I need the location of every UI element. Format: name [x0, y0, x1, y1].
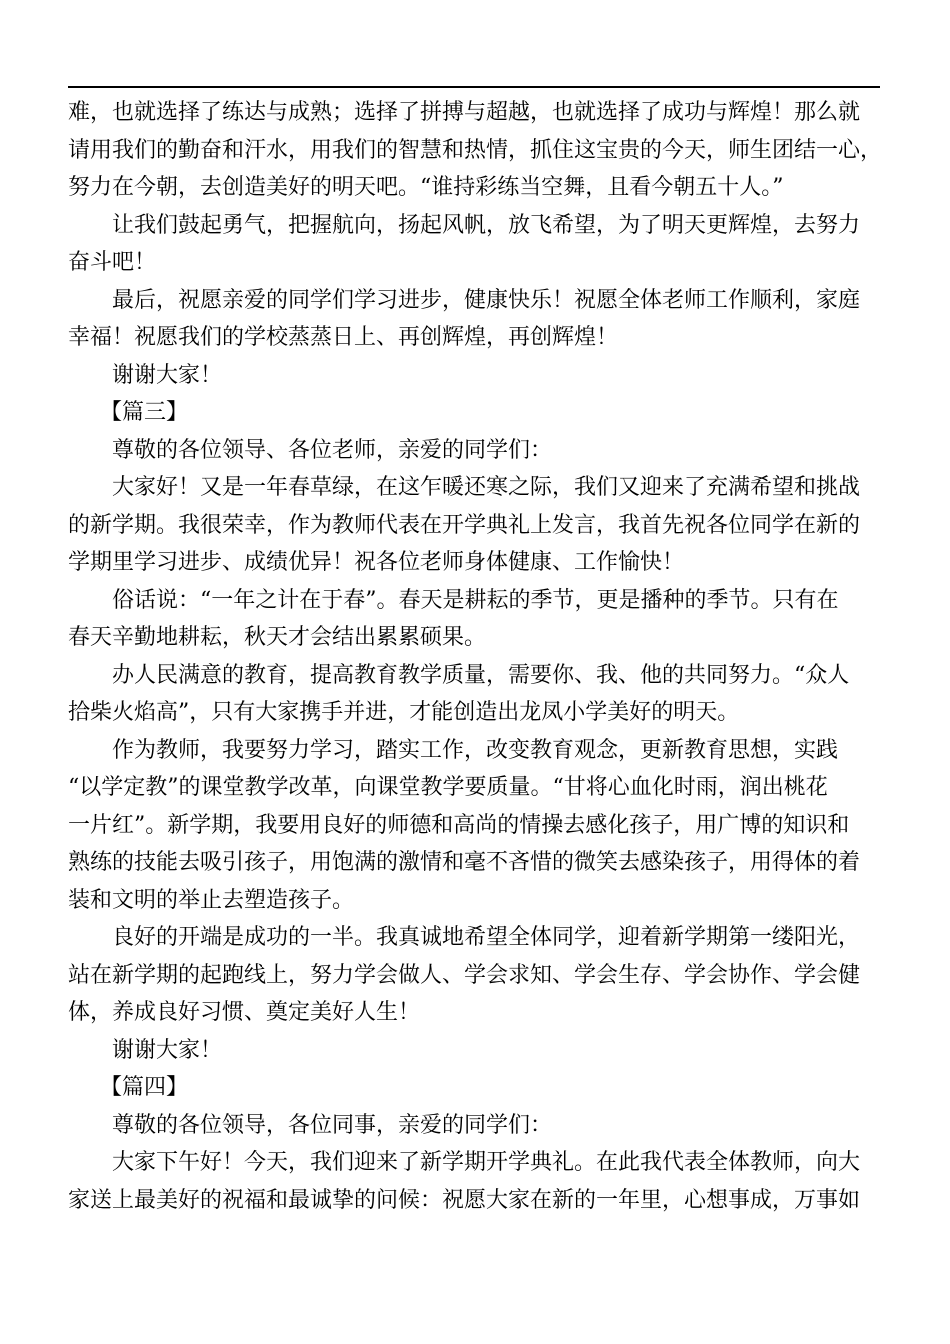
- text-line: 一片红”。新学期，我要用良好的师德和高尚的情操去感化孩子，用广博的知识和: [68, 812, 850, 838]
- closing-line: 谢谢大家！: [112, 1037, 223, 1063]
- text-line: 家送上最美好的祝福和最诚挚的问候：祝愿大家在新的一年里，心想事成，万事如: [68, 1187, 861, 1213]
- section-heading: 【篇四】: [100, 1075, 189, 1100]
- salutation-line: 尊敬的各位领导、各位老师，亲爱的同学们：: [112, 437, 553, 463]
- text-line: 让我们鼓起勇气，把握航向，扬起风帆，放飞希望，为了明天更辉煌，去努力: [112, 212, 861, 238]
- text-line: 拾柴火焰高”，只有大家携手并进，才能创造出龙凤小学美好的明天。: [68, 700, 740, 725]
- text-line: 俗话说：“一年之计在于春”。春天是耕耘的季节，更是播种的季节。只有在: [112, 587, 839, 613]
- text-line: 体，养成良好习惯、奠定美好人生！: [68, 1000, 421, 1025]
- text-line: “以学定教”的课堂教学改革，向课堂教学要质量。“甘将心血化时雨，润出桃花: [68, 775, 828, 800]
- text-line: 熟练的技能去吸引孩子，用饱满的激情和毫不吝惜的微笑去感染孩子，用得体的着: [68, 850, 861, 875]
- salutation-line: 尊敬的各位领导，各位同事，亲爱的同学们：: [112, 1112, 553, 1138]
- text-line: 办人民满意的教育，提高教育教学质量，需要你、我、他的共同努力。“众人: [112, 662, 850, 688]
- text-line: 学期里学习进步、成绩优异！祝各位老师身体健康、工作愉快！: [68, 550, 685, 575]
- text-line: 幸福！祝愿我们的学校蒸蒸日上、再创辉煌，再创辉煌！: [68, 325, 619, 350]
- document-body: [68, 94, 888, 1219]
- text-line: 春天辛勤地耕耘，秋天才会结出累累硕果。: [68, 625, 487, 650]
- closing-line: 谢谢大家！: [112, 362, 223, 388]
- text-line: 最后，祝愿亲爱的同学们学习进步，健康快乐！祝愿全体老师工作顺利，家庭: [112, 287, 861, 313]
- text-line: 大家好！又是一年春草绿，在这乍暖还寒之际，我们又迎来了充满希望和挑战: [112, 475, 861, 500]
- text-line: 作为教师，我要努力学习，踏实工作，改变教育观念，更新教育思想，实践: [112, 737, 839, 763]
- text-line: 大家下午好！今天，我们迎来了新学期开学典礼。在此我代表全体教师，向大: [112, 1150, 861, 1175]
- text-line: 请用我们的勤奋和汗水，用我们的智慧和热情，抓住这宝贵的今天，师生团结一心，: [68, 137, 883, 163]
- text-line: 装和文明的举止去塑造孩子。: [68, 887, 355, 913]
- text-line: 良好的开端是成功的一半。我真诚地希望全体同学，迎着新学期第一缕阳光，: [112, 925, 861, 950]
- text-line: 努力在今朝，去创造美好的明天吧。“谁持彩练当空舞，且看今朝五十人。”: [68, 175, 784, 200]
- text-line: 的新学期。我很荣幸，作为教师代表在开学典礼上发言，我首先祝各位同学在新的: [68, 512, 861, 538]
- text-line: 站在新学期的起跑线上，努力学会做人、学会求知、学会生存、学会协作、学会健: [68, 962, 861, 988]
- text-line: 难，也就选择了练达与成熟；选择了拼搏与超越，也就选择了成功与辉煌！那么就: [68, 100, 861, 125]
- section-heading: 【篇三】: [100, 400, 189, 425]
- text-line: 奋斗吧！: [68, 250, 157, 275]
- header-rule: [68, 86, 880, 88]
